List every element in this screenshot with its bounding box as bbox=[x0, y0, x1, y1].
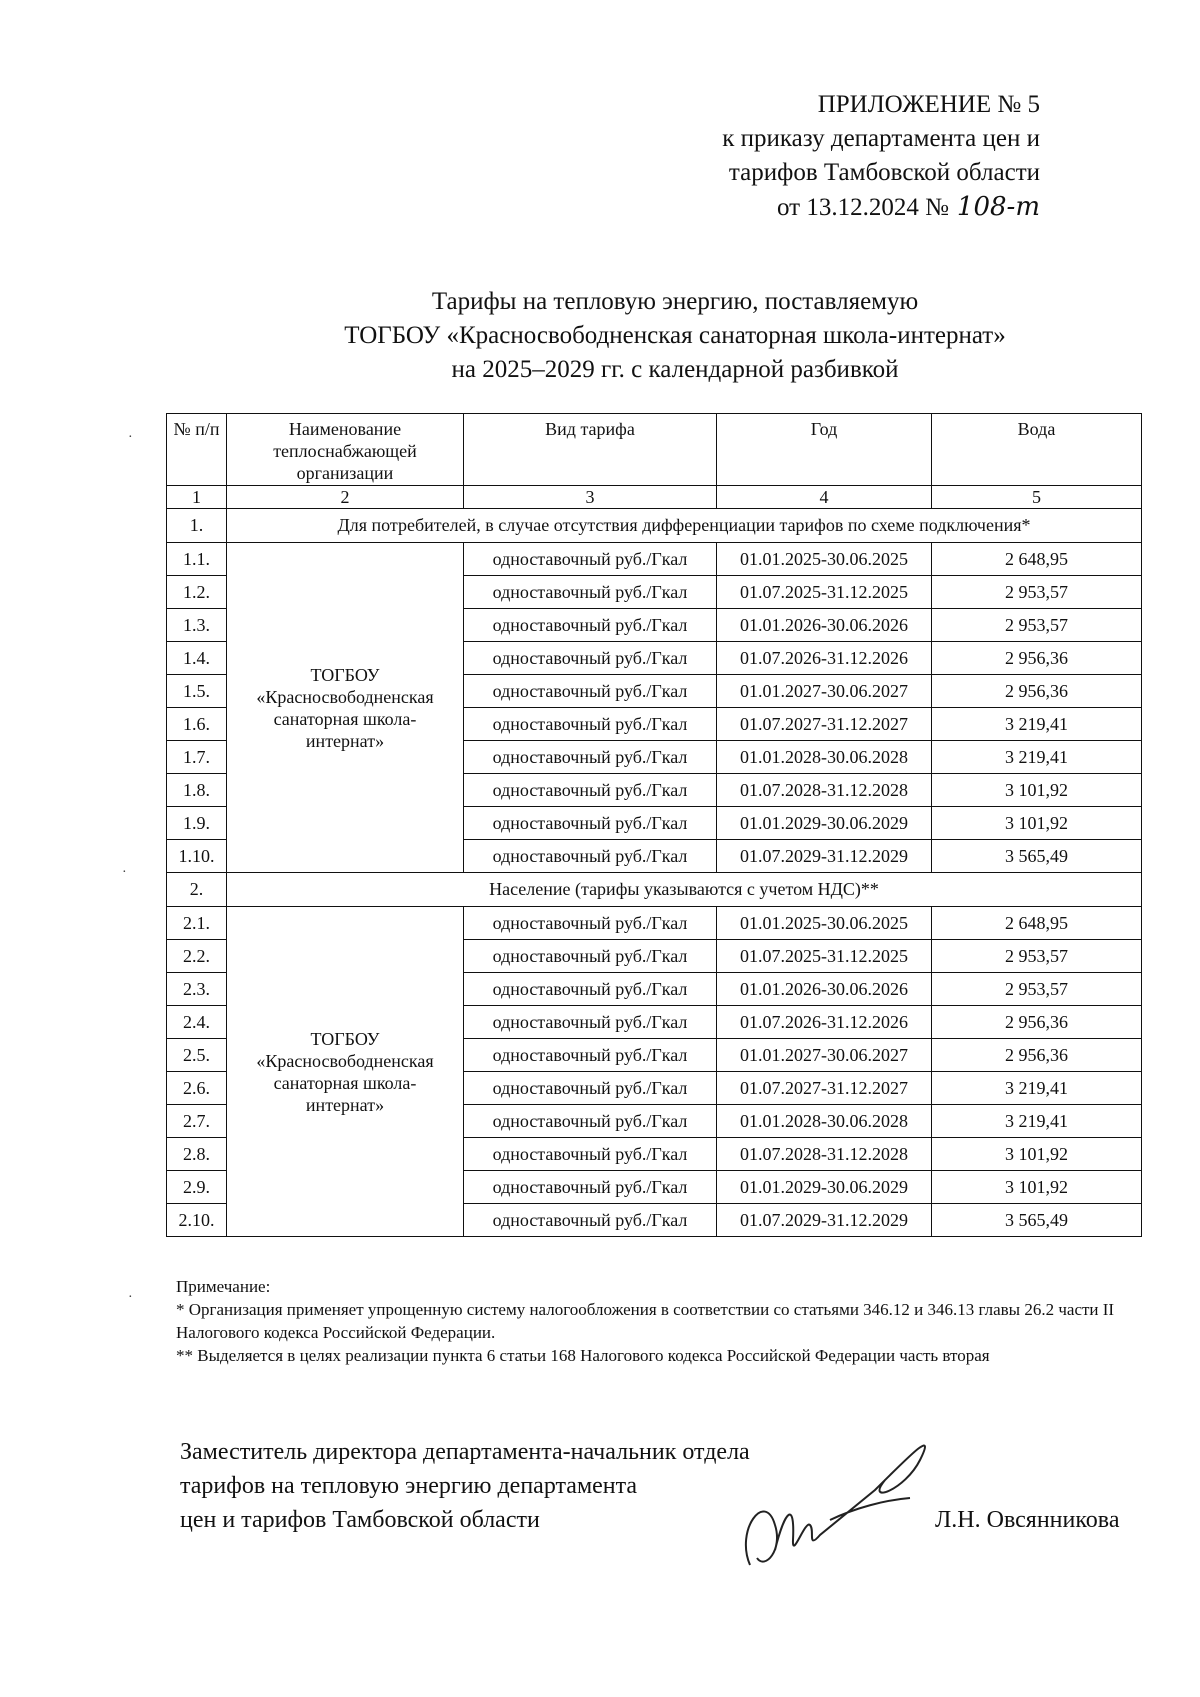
tariff-type: одноставочный руб./Гкал bbox=[464, 543, 717, 576]
handwritten-signature bbox=[735, 1430, 945, 1580]
scan-speck: · bbox=[128, 1290, 133, 1305]
notes-label: Примечание: bbox=[176, 1277, 271, 1296]
note-2: ** Выделяется в целях реализации пункта 6 статьи 168 Налогового кодекса Российской Федерации часть вторая bbox=[176, 1346, 990, 1365]
tariff-value: 2 953,57 bbox=[932, 940, 1142, 973]
note-1: * Организация применяет упрощенную систему налогообложения в соответствии со статьями 346.12 и 346.13 главы 26.2 части II Налогового кодекса Российской Федерации. bbox=[176, 1300, 1115, 1342]
section-title: Население (тарифы указываются с учетом НДС)** bbox=[227, 873, 1142, 907]
col-number: 5 bbox=[932, 486, 1142, 509]
table-row bbox=[167, 907, 1142, 940]
tariff-value: 2 956,36 bbox=[932, 675, 1142, 708]
organization-name bbox=[227, 543, 464, 873]
tariff-value: 3 101,92 bbox=[932, 774, 1142, 807]
organization-name-line: ТОГБОУ bbox=[310, 664, 380, 685]
tariff-value: 2 953,57 bbox=[932, 973, 1142, 1006]
tariff-value: 3 101,92 bbox=[932, 1138, 1142, 1171]
header-num: № п/п bbox=[167, 414, 227, 486]
tariff-period: 01.07.2027-31.12.2027 bbox=[717, 708, 932, 741]
col-number: 2 bbox=[227, 486, 464, 509]
tariff-period: 01.07.2026-31.12.2026 bbox=[717, 642, 932, 675]
tariff-value: 2 956,36 bbox=[932, 642, 1142, 675]
section-row bbox=[167, 873, 1142, 907]
tariff-value: 3 219,41 bbox=[932, 1105, 1142, 1138]
tariff-period: 01.07.2025-31.12.2025 bbox=[717, 576, 932, 609]
tariff-value: 3 219,41 bbox=[932, 741, 1142, 774]
organization-name-line: интернат» bbox=[305, 730, 385, 751]
tariff-value: 2 953,57 bbox=[932, 609, 1142, 642]
title-line-2: ТОГБОУ «Красносвободненская санаторная школа-интернат» bbox=[344, 322, 1006, 349]
tariff-period: 01.01.2026-30.06.2026 bbox=[717, 609, 932, 642]
tariff-type: одноставочный руб./Гкал bbox=[464, 708, 717, 741]
tariff-value: 3 101,92 bbox=[932, 807, 1142, 840]
row-number: 2.7. bbox=[167, 1105, 227, 1138]
document-header bbox=[722, 88, 1040, 225]
position-line-2: тарифов на тепловую энергию департамента bbox=[180, 1473, 638, 1499]
position-line-3: цен и тарифов Тамбовской области bbox=[180, 1507, 540, 1533]
tariff-period: 01.01.2025-30.06.2025 bbox=[717, 907, 932, 940]
tariff-period: 01.01.2027-30.06.2027 bbox=[717, 675, 932, 708]
tariff-value: 2 956,36 bbox=[932, 1006, 1142, 1039]
table-header-row bbox=[167, 414, 1142, 486]
section-number: 2. bbox=[167, 873, 227, 907]
tariff-value: 3 565,49 bbox=[932, 1204, 1142, 1237]
tariff-value: 2 648,95 bbox=[932, 543, 1142, 576]
tariff-value: 3 101,92 bbox=[932, 1171, 1142, 1204]
row-number: 2.9. bbox=[167, 1171, 227, 1204]
tariff-type: одноставочный руб./Гкал bbox=[464, 1072, 717, 1105]
header-org: Наименование теплоснабжающей организации bbox=[227, 414, 464, 486]
tariff-type: одноставочный руб./Гкал bbox=[464, 1138, 717, 1171]
row-number: 2.2. bbox=[167, 940, 227, 973]
tariff-period: 01.07.2025-31.12.2025 bbox=[717, 940, 932, 973]
section-title: Для потребителей, в случае отсутствия дифференциации тарифов по схеме подключения* bbox=[227, 509, 1142, 543]
tariffs-table bbox=[166, 413, 1142, 1237]
tariff-type: одноставочный руб./Гкал bbox=[464, 940, 717, 973]
row-number: 2.3. bbox=[167, 973, 227, 1006]
tariff-type: одноставочный руб./Гкал bbox=[464, 576, 717, 609]
tariff-period: 01.07.2027-31.12.2027 bbox=[717, 1072, 932, 1105]
organization-name-line: «Красносвободненская bbox=[256, 1050, 434, 1071]
row-number: 1.1. bbox=[167, 543, 227, 576]
tariff-value: 2 648,95 bbox=[932, 907, 1142, 940]
organization-name bbox=[227, 907, 464, 1237]
tariff-period: 01.01.2026-30.06.2026 bbox=[717, 973, 932, 1006]
tariff-type: одноставочный руб./Гкал bbox=[464, 741, 717, 774]
table-row bbox=[167, 543, 1142, 576]
title-line-3: на 2025–2029 гг. с календарной разбивкой bbox=[451, 356, 899, 383]
tariff-period: 01.01.2027-30.06.2027 bbox=[717, 1039, 932, 1072]
tariff-value: 3 565,49 bbox=[932, 840, 1142, 873]
signature-position bbox=[180, 1435, 750, 1537]
scan-speck: · bbox=[128, 430, 133, 445]
row-number: 1.5. bbox=[167, 675, 227, 708]
appendix-number: ПРИЛОЖЕНИЕ № 5 bbox=[817, 91, 1040, 118]
row-number: 2.8. bbox=[167, 1138, 227, 1171]
row-number: 1.2. bbox=[167, 576, 227, 609]
order-reference-line: к приказу департамента цен и bbox=[722, 125, 1040, 152]
tariff-type: одноставочный руб./Гкал bbox=[464, 1039, 717, 1072]
order-date: от 13.12.2024 № bbox=[776, 194, 949, 221]
row-number: 1.3. bbox=[167, 609, 227, 642]
tariff-period: 01.07.2028-31.12.2028 bbox=[717, 774, 932, 807]
tariff-type: одноставочный руб./Гкал bbox=[464, 973, 717, 1006]
tariff-period: 01.07.2028-31.12.2028 bbox=[717, 1138, 932, 1171]
organization-name-line: санаторная школа- bbox=[273, 708, 417, 729]
tariff-period: 01.07.2026-31.12.2026 bbox=[717, 1006, 932, 1039]
section-row bbox=[167, 509, 1142, 543]
row-number: 1.8. bbox=[167, 774, 227, 807]
tariff-type: одноставочный руб./Гкал bbox=[464, 1006, 717, 1039]
header-tariff-type: Вид тарифа bbox=[464, 414, 717, 486]
department-line: тарифов Тамбовской области bbox=[728, 159, 1040, 186]
tariff-period: 01.07.2029-31.12.2029 bbox=[717, 840, 932, 873]
row-number: 2.10. bbox=[167, 1204, 227, 1237]
row-number: 2.5. bbox=[167, 1039, 227, 1072]
tariff-type: одноставочный руб./Гкал bbox=[464, 609, 717, 642]
tariff-period: 01.01.2028-30.06.2028 bbox=[717, 1105, 932, 1138]
tariff-period: 01.01.2029-30.06.2029 bbox=[717, 807, 932, 840]
header-water: Вода bbox=[932, 414, 1142, 486]
table-body bbox=[167, 509, 1142, 1237]
row-number: 1.4. bbox=[167, 642, 227, 675]
position-line-1: Заместитель директора департамента-начальник отдела bbox=[180, 1439, 750, 1465]
col-number: 1 bbox=[167, 486, 227, 509]
tariff-period: 01.01.2025-30.06.2025 bbox=[717, 543, 932, 576]
row-number: 2.4. bbox=[167, 1006, 227, 1039]
row-number: 2.6. bbox=[167, 1072, 227, 1105]
tariff-period: 01.07.2029-31.12.2029 bbox=[717, 1204, 932, 1237]
tariff-value: 3 219,41 bbox=[932, 708, 1142, 741]
tariff-period: 01.01.2028-30.06.2028 bbox=[717, 741, 932, 774]
tariff-type: одноставочный руб./Гкал bbox=[464, 642, 717, 675]
title-line-1: Тарифы на тепловую энергию, поставляемую bbox=[431, 288, 919, 315]
notes bbox=[176, 1275, 1156, 1367]
tariff-value: 2 953,57 bbox=[932, 576, 1142, 609]
handwritten-order-number: 108-т bbox=[956, 192, 1040, 222]
row-number: 2.1. bbox=[167, 907, 227, 940]
order-date-line bbox=[722, 190, 1040, 225]
section-number: 1. bbox=[167, 509, 227, 543]
row-number: 1.6. bbox=[167, 708, 227, 741]
tariff-value: 2 956,36 bbox=[932, 1039, 1142, 1072]
header-year: Год bbox=[717, 414, 932, 486]
document-title bbox=[280, 285, 1070, 387]
tariff-type: одноставочный руб./Гкал bbox=[464, 807, 717, 840]
col-number: 3 bbox=[464, 486, 717, 509]
organization-name-line: «Красносвободненская bbox=[256, 686, 434, 707]
tariff-type: одноставочный руб./Гкал bbox=[464, 907, 717, 940]
tariff-type: одноставочный руб./Гкал bbox=[464, 1105, 717, 1138]
tariff-type: одноставочный руб./Гкал bbox=[464, 1171, 717, 1204]
organization-name-line: санаторная школа- bbox=[273, 1072, 417, 1093]
col-number: 4 bbox=[717, 486, 932, 509]
row-number: 1.9. bbox=[167, 807, 227, 840]
row-number: 1.10. bbox=[167, 840, 227, 873]
organization-name-line: интернат» bbox=[305, 1094, 385, 1115]
tariff-type: одноставочный руб./Гкал bbox=[464, 840, 717, 873]
tariff-type: одноставочный руб./Гкал bbox=[464, 675, 717, 708]
scan-speck: · bbox=[122, 865, 127, 880]
tariff-type: одноставочный руб./Гкал bbox=[464, 1204, 717, 1237]
tariff-period: 01.01.2029-30.06.2029 bbox=[717, 1171, 932, 1204]
row-number: 1.7. bbox=[167, 741, 227, 774]
column-number-row bbox=[167, 486, 1142, 509]
signer-name: Л.Н. Овсянникова bbox=[935, 1507, 1120, 1533]
tariff-value: 3 219,41 bbox=[932, 1072, 1142, 1105]
organization-name-line: ТОГБОУ bbox=[310, 1028, 380, 1049]
tariff-type: одноставочный руб./Гкал bbox=[464, 774, 717, 807]
